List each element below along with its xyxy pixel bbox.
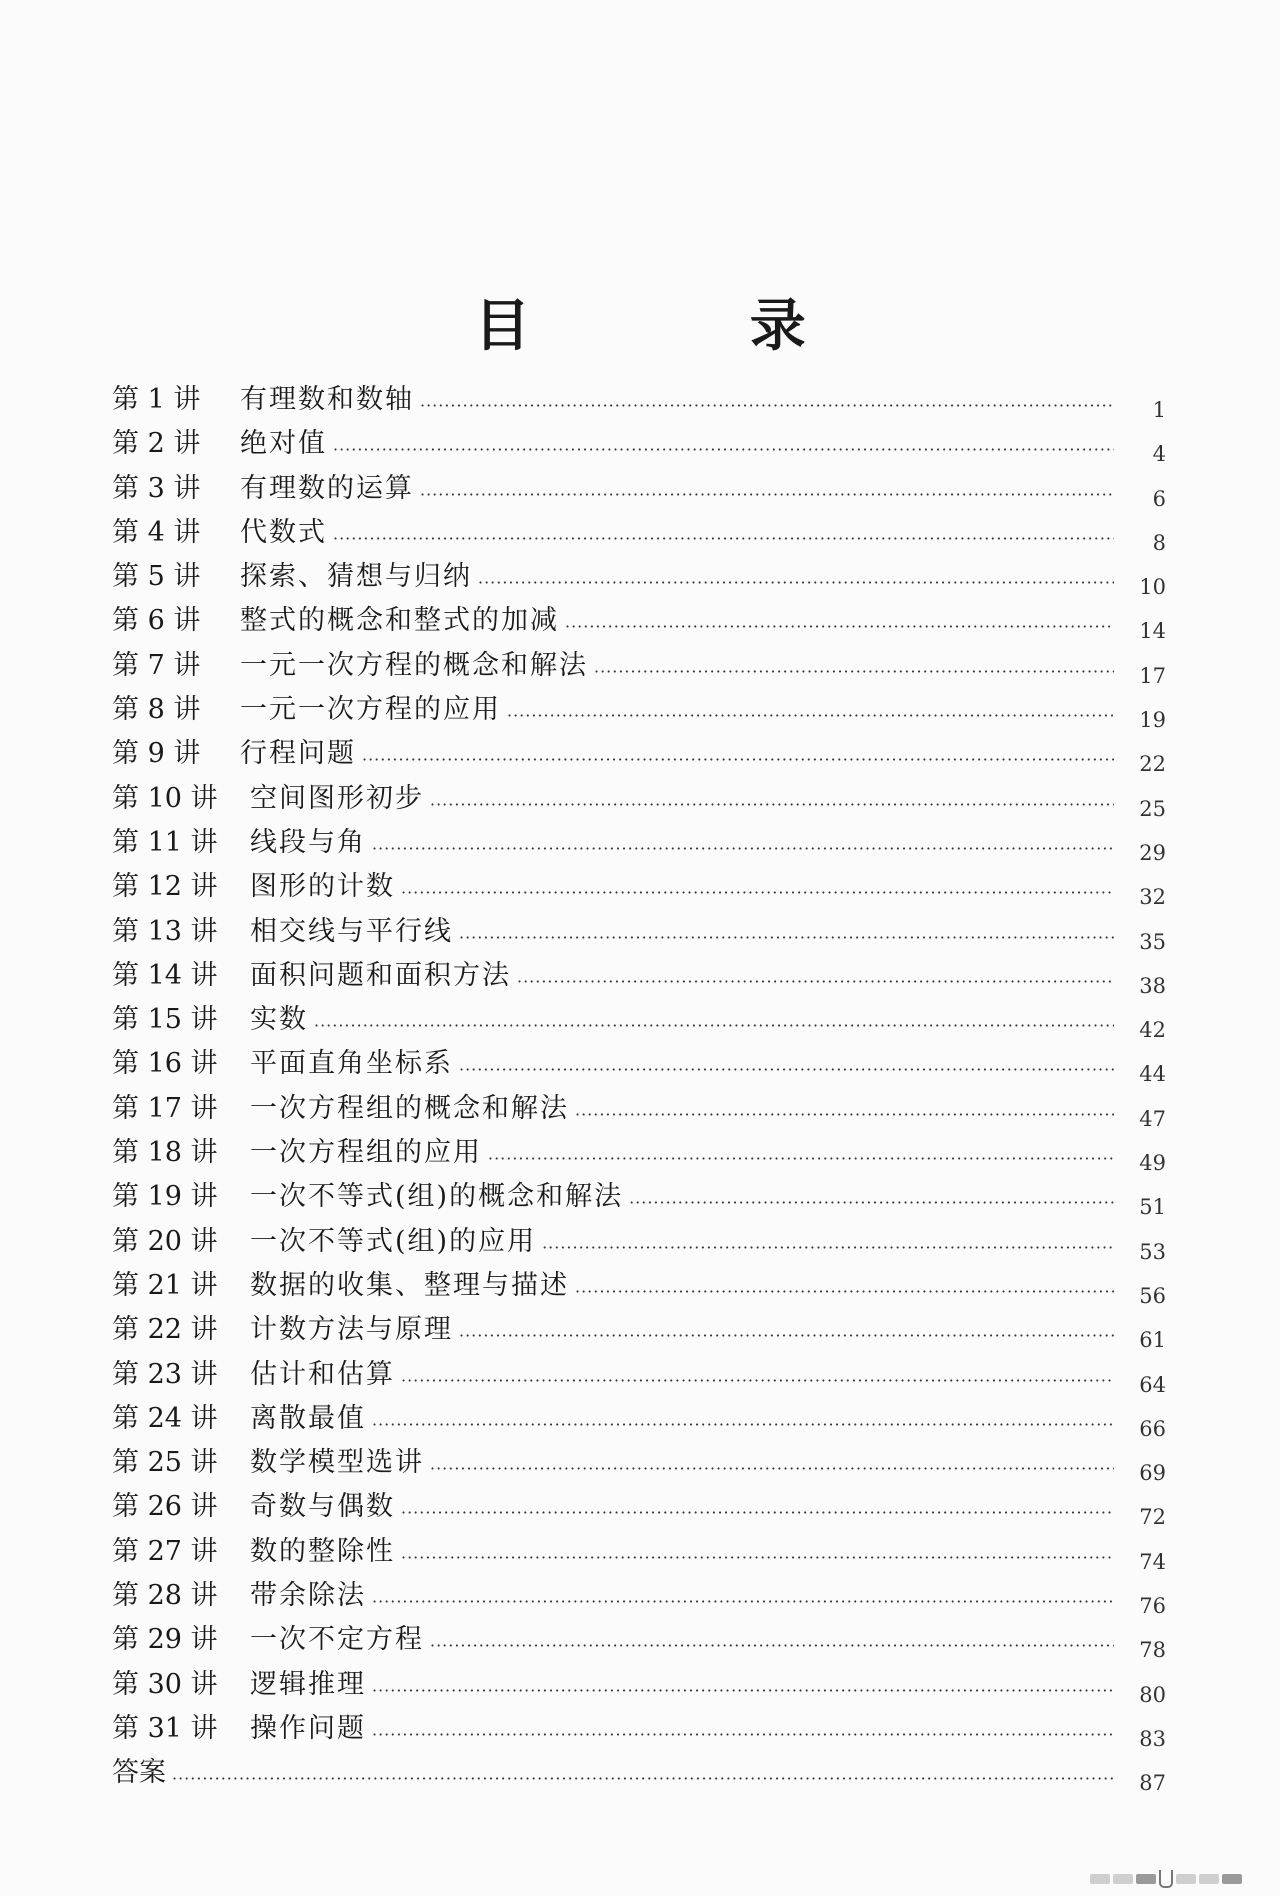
toc-entry[interactable] xyxy=(112,422,1166,466)
page-number: 19 xyxy=(1139,708,1166,733)
page-number: 49 xyxy=(1139,1151,1166,1176)
lecture-topic: 绝对值 xyxy=(240,428,327,460)
toc-entry[interactable] xyxy=(112,998,1166,1042)
lecture-number: 第 6 讲 xyxy=(112,605,201,637)
toc-entry[interactable] xyxy=(112,1441,1166,1485)
lecture-topic: 相交线与平行线 xyxy=(250,915,453,947)
scrollbar-segment xyxy=(1222,1874,1242,1884)
lecture-number: 第 1 讲 xyxy=(112,384,201,415)
page-number: 6 xyxy=(1152,486,1166,511)
lecture-topic: 行程问题 xyxy=(240,738,356,770)
lecture-topic: 一次不等式(组)的概念和解法 xyxy=(250,1181,624,1213)
toc-entry[interactable] xyxy=(112,954,1166,998)
lecture-number: 第 19 讲 xyxy=(112,1181,218,1213)
page-number: 53 xyxy=(1139,1239,1166,1264)
lecture-number: 第 5 讲 xyxy=(112,561,201,593)
page-number: 61 xyxy=(1139,1328,1166,1353)
page-number: 42 xyxy=(1139,1018,1166,1043)
lecture-topic: 面积问题和面积方法 xyxy=(250,959,511,991)
toc-entry[interactable] xyxy=(112,511,1166,555)
lecture-topic: 奇数与偶数 xyxy=(250,1491,395,1523)
toc-entry[interactable] xyxy=(112,910,1166,954)
lecture-topic: 有理数的运算 xyxy=(240,472,414,504)
page-number: 25 xyxy=(1139,796,1166,821)
toc-entry[interactable] xyxy=(112,1220,1166,1264)
page-number: 35 xyxy=(1139,929,1166,954)
dot-leader xyxy=(172,1757,1114,1801)
lecture-number: 第 14 讲 xyxy=(112,959,218,991)
lecture-number: 第 27 讲 xyxy=(112,1535,218,1567)
page-number: 10 xyxy=(1139,575,1166,600)
page-number: 22 xyxy=(1139,752,1166,777)
toc-entry[interactable] xyxy=(112,1308,1166,1352)
toc-entry[interactable] xyxy=(112,1574,1166,1618)
lecture-topic: 数学模型选讲 xyxy=(250,1447,424,1479)
toc-entry[interactable] xyxy=(112,1042,1166,1086)
lecture-topic: 一次方程组的应用 xyxy=(250,1137,482,1169)
lecture-number: 第 23 讲 xyxy=(112,1358,218,1390)
lecture-number: 第 7 讲 xyxy=(112,649,201,681)
lecture-number: 第 31 讲 xyxy=(112,1712,218,1744)
lecture-number: 第 2 讲 xyxy=(112,428,201,460)
page-number: 17 xyxy=(1139,663,1166,688)
toc-entry[interactable] xyxy=(112,1175,1166,1219)
page-number: 51 xyxy=(1139,1195,1166,1220)
lecture-number: 第 25 讲 xyxy=(112,1447,218,1479)
lecture-number: 第 15 讲 xyxy=(112,1004,218,1036)
toc-entry[interactable] xyxy=(112,1663,1166,1707)
toc-entry[interactable] xyxy=(112,1264,1166,1308)
lecture-number: 第 4 讲 xyxy=(112,516,201,548)
page-title: 目 录 xyxy=(474,293,906,359)
lecture-number: 第 22 讲 xyxy=(112,1314,218,1346)
lecture-number: 第 17 讲 xyxy=(112,1092,218,1124)
page-number: 78 xyxy=(1139,1638,1166,1663)
page-number: 32 xyxy=(1139,885,1166,910)
lecture-number: 第 29 讲 xyxy=(112,1624,218,1656)
page-number: 72 xyxy=(1139,1505,1166,1530)
lecture-number: 第 30 讲 xyxy=(112,1668,218,1700)
lecture-number: 第 3 讲 xyxy=(112,472,201,504)
toc-entry[interactable] xyxy=(112,1707,1166,1751)
lecture-topic: 数的整除性 xyxy=(250,1535,395,1567)
page-number: 74 xyxy=(1139,1549,1166,1574)
page-number: 56 xyxy=(1139,1283,1166,1308)
lecture-topic: 一次不等式(组)的应用 xyxy=(250,1225,537,1257)
page-number: 76 xyxy=(1139,1594,1166,1619)
lecture-number: 第 21 讲 xyxy=(112,1269,218,1301)
lecture-topic: 估计和估算 xyxy=(250,1358,395,1390)
lecture-topic: 线段与角 xyxy=(250,826,366,858)
toc-entry-answers[interactable] xyxy=(112,1751,1166,1795)
scrollbar-segment xyxy=(1136,1874,1156,1884)
scrollbar-segment xyxy=(1090,1874,1110,1884)
lecture-topic: 整式的概念和整式的加减 xyxy=(240,605,559,637)
page-number: 69 xyxy=(1139,1461,1166,1486)
page-number: 47 xyxy=(1139,1106,1166,1131)
lecture-topic: 实数 xyxy=(250,1004,308,1036)
lecture-number: 第 28 讲 xyxy=(112,1580,218,1612)
toc-entry[interactable] xyxy=(112,821,1166,865)
lecture-topic: 一元一次方程的应用 xyxy=(240,694,501,726)
toc-entry[interactable] xyxy=(112,1353,1166,1397)
lecture-number: 第 12 讲 xyxy=(112,871,218,903)
toc-entry[interactable] xyxy=(112,1397,1166,1441)
toc-entry[interactable] xyxy=(112,555,1166,599)
toc-entry[interactable] xyxy=(112,688,1166,732)
lecture-topic: 操作问题 xyxy=(250,1712,366,1744)
page-number: 14 xyxy=(1139,619,1166,644)
page-number: 38 xyxy=(1139,973,1166,998)
toc-entry[interactable] xyxy=(112,777,1166,821)
table-of-contents xyxy=(112,378,1166,1796)
lecture-number: 第 18 讲 xyxy=(112,1137,218,1169)
page-number: 66 xyxy=(1139,1416,1166,1441)
lecture-topic: 一次不定方程 xyxy=(250,1624,424,1656)
lecture-number: 第 8 讲 xyxy=(112,694,201,726)
lecture-number: 第 20 讲 xyxy=(112,1225,218,1257)
scrollbar-handle[interactable] xyxy=(1159,1870,1173,1888)
page-number: 1 xyxy=(1152,398,1166,422)
page-number: 80 xyxy=(1139,1682,1166,1707)
page-number: 29 xyxy=(1139,840,1166,865)
page-number: 8 xyxy=(1152,530,1166,555)
scrollbar-segment xyxy=(1199,1874,1219,1884)
toc-entry[interactable] xyxy=(112,1618,1166,1662)
lecture-topic: 数据的收集、整理与描述 xyxy=(250,1269,569,1301)
lecture-topic: 一次方程组的概念和解法 xyxy=(250,1092,569,1124)
lecture-topic: 一元一次方程的概念和解法 xyxy=(240,649,588,681)
scrollbar-segment xyxy=(1113,1874,1133,1884)
lecture-number: 第 9 讲 xyxy=(112,738,201,770)
toc-entry[interactable] xyxy=(112,865,1166,909)
toc-entry[interactable] xyxy=(112,467,1166,511)
page-number: 44 xyxy=(1139,1062,1166,1087)
page-scrollbar[interactable] xyxy=(1090,1868,1266,1890)
lecture-topic: 离散最值 xyxy=(250,1402,366,1434)
toc-entry[interactable] xyxy=(112,644,1166,688)
lecture-number: 第 11 讲 xyxy=(112,826,218,858)
lecture-topic: 带余除法 xyxy=(250,1580,366,1612)
toc-entry[interactable] xyxy=(112,1485,1166,1529)
lecture-topic: 平面直角坐标系 xyxy=(250,1048,453,1080)
toc-entry[interactable] xyxy=(112,1530,1166,1574)
page-number: 4 xyxy=(1152,442,1166,467)
lecture-topic: 有理数和数轴 xyxy=(240,384,414,415)
page-number: 83 xyxy=(1139,1726,1166,1751)
lecture-number: 第 13 讲 xyxy=(112,915,218,947)
lecture-topic: 图形的计数 xyxy=(250,871,395,903)
toc-entry[interactable] xyxy=(112,1087,1166,1131)
lecture-topic: 探索、猜想与归纳 xyxy=(240,561,472,593)
answers-label: 答案 xyxy=(112,1757,166,1789)
lecture-topic: 空间图形初步 xyxy=(250,782,424,814)
lecture-number: 第 16 讲 xyxy=(112,1048,218,1080)
page-number: 64 xyxy=(1139,1372,1166,1397)
answers-page-number: 87 xyxy=(1139,1771,1166,1796)
lecture-topic: 代数式 xyxy=(240,516,327,548)
lecture-number: 第 26 讲 xyxy=(112,1491,218,1523)
toc-entry[interactable] xyxy=(112,378,1166,422)
lecture-number: 第 24 讲 xyxy=(112,1402,218,1434)
lecture-topic: 计数方法与原理 xyxy=(250,1314,453,1346)
toc-entry[interactable] xyxy=(112,599,1166,643)
lecture-number: 第 10 讲 xyxy=(112,782,218,814)
toc-entry[interactable] xyxy=(112,1131,1166,1175)
toc-entry[interactable] xyxy=(112,732,1166,776)
lecture-topic: 逻辑推理 xyxy=(250,1668,366,1700)
scrollbar-segment xyxy=(1176,1874,1196,1884)
